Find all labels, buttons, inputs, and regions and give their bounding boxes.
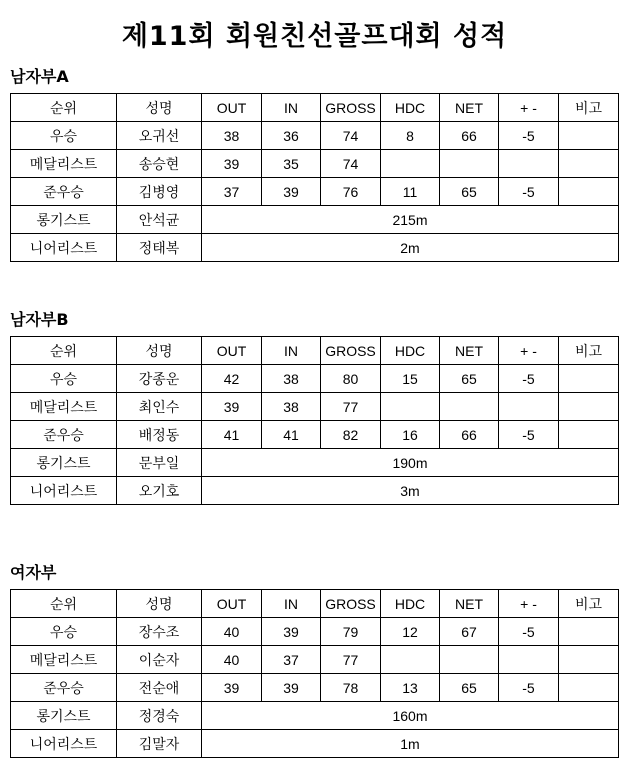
- header-cell: IN: [262, 590, 321, 618]
- header-cell: GROSS: [321, 337, 381, 365]
- hdc-cell: 11: [381, 178, 440, 206]
- name-cell: 오귀선: [117, 122, 202, 150]
- rank-cell: 니어리스트: [11, 477, 117, 505]
- in-cell: 41: [262, 421, 321, 449]
- rank-cell: 우승: [11, 122, 117, 150]
- note-cell: [559, 618, 619, 646]
- gross-cell: 77: [321, 393, 381, 421]
- table-row: [11, 618, 619, 646]
- in-cell: 35: [262, 150, 321, 178]
- name-cell: 강종운: [117, 365, 202, 393]
- name-cell: 이순자: [117, 646, 202, 674]
- out-cell: 37: [202, 178, 262, 206]
- gross-cell: 77: [321, 646, 381, 674]
- net-cell: [440, 393, 499, 421]
- rank-cell: 메달리스트: [11, 646, 117, 674]
- gross-cell: 74: [321, 122, 381, 150]
- longest-row: [11, 206, 619, 234]
- rank-cell: 롱기스트: [11, 206, 117, 234]
- header-cell: IN: [262, 337, 321, 365]
- section-title: 남자부A: [10, 67, 69, 86]
- header-cell: + -: [499, 94, 559, 122]
- page-title: 제11회 회원친선골프대회 성적: [121, 21, 508, 52]
- rank-cell: 니어리스트: [11, 730, 117, 758]
- table-row: [11, 178, 619, 206]
- table-row: [11, 150, 619, 178]
- plusminus-cell: -5: [499, 122, 559, 150]
- plusminus-cell: [499, 150, 559, 178]
- header-cell: 비고: [559, 94, 619, 122]
- gross-cell: 76: [321, 178, 381, 206]
- table-row: [11, 393, 619, 421]
- name-cell: 김병영: [117, 178, 202, 206]
- section-title: 여자부: [10, 563, 57, 582]
- net-cell: [440, 150, 499, 178]
- note-cell: [559, 178, 619, 206]
- header-cell: 성명: [117, 590, 202, 618]
- header-cell: HDC: [381, 94, 440, 122]
- in-cell: 37: [262, 646, 321, 674]
- nearest-row: [11, 234, 619, 262]
- note-cell: [559, 122, 619, 150]
- gross-cell: 79: [321, 618, 381, 646]
- in-cell: 36: [262, 122, 321, 150]
- rank-cell: 니어리스트: [11, 234, 117, 262]
- results-table: [10, 93, 619, 262]
- out-cell: 38: [202, 122, 262, 150]
- table-row: [11, 365, 619, 393]
- in-cell: 39: [262, 674, 321, 702]
- note-cell: [559, 421, 619, 449]
- name-cell: 문부일: [117, 449, 202, 477]
- distance-cell: 2m: [202, 234, 619, 262]
- distance-cell: 215m: [202, 206, 619, 234]
- header-cell: GROSS: [321, 94, 381, 122]
- out-cell: 41: [202, 421, 262, 449]
- out-cell: 39: [202, 674, 262, 702]
- header-cell: IN: [262, 94, 321, 122]
- gross-cell: 78: [321, 674, 381, 702]
- name-cell: 송승현: [117, 150, 202, 178]
- header-cell: GROSS: [321, 590, 381, 618]
- gross-cell: 80: [321, 365, 381, 393]
- header-cell: OUT: [202, 94, 262, 122]
- header-cell: + -: [499, 590, 559, 618]
- header-row: [11, 94, 619, 122]
- header-cell: NET: [440, 337, 499, 365]
- plusminus-cell: -5: [499, 674, 559, 702]
- plusminus-cell: -5: [499, 618, 559, 646]
- rank-cell: 메달리스트: [11, 150, 117, 178]
- hdc-cell: 16: [381, 421, 440, 449]
- header-cell: 순위: [11, 590, 117, 618]
- rank-cell: 메달리스트: [11, 393, 117, 421]
- gross-cell: 74: [321, 150, 381, 178]
- hdc-cell: 13: [381, 674, 440, 702]
- results-table: [10, 589, 619, 758]
- plusminus-cell: [499, 646, 559, 674]
- name-cell: 오기호: [117, 477, 202, 505]
- header-cell: 성명: [117, 94, 202, 122]
- table-row: [11, 674, 619, 702]
- in-cell: 39: [262, 178, 321, 206]
- name-cell: 정경숙: [117, 702, 202, 730]
- longest-row: [11, 702, 619, 730]
- in-cell: 38: [262, 365, 321, 393]
- table-row: [11, 122, 619, 150]
- hdc-cell: 8: [381, 122, 440, 150]
- table-row: [11, 421, 619, 449]
- hdc-cell: 15: [381, 365, 440, 393]
- in-cell: 38: [262, 393, 321, 421]
- plusminus-cell: [499, 393, 559, 421]
- rank-cell: 롱기스트: [11, 702, 117, 730]
- out-cell: 42: [202, 365, 262, 393]
- name-cell: 김말자: [117, 730, 202, 758]
- plusminus-cell: -5: [499, 365, 559, 393]
- longest-row: [11, 449, 619, 477]
- name-cell: 전순애: [117, 674, 202, 702]
- rank-cell: 우승: [11, 618, 117, 646]
- header-cell: 순위: [11, 94, 117, 122]
- header-cell: 비고: [559, 590, 619, 618]
- distance-cell: 3m: [202, 477, 619, 505]
- net-cell: 66: [440, 122, 499, 150]
- header-cell: HDC: [381, 590, 440, 618]
- header-cell: HDC: [381, 337, 440, 365]
- plusminus-cell: -5: [499, 178, 559, 206]
- header-cell: 성명: [117, 337, 202, 365]
- name-cell: 정태복: [117, 234, 202, 262]
- hdc-cell: [381, 646, 440, 674]
- net-cell: 66: [440, 421, 499, 449]
- header-row: [11, 337, 619, 365]
- header-cell: NET: [440, 94, 499, 122]
- nearest-row: [11, 477, 619, 505]
- net-cell: 65: [440, 365, 499, 393]
- note-cell: [559, 150, 619, 178]
- hdc-cell: 12: [381, 618, 440, 646]
- nearest-row: [11, 730, 619, 758]
- net-cell: [440, 646, 499, 674]
- rank-cell: 준우승: [11, 421, 117, 449]
- gross-cell: 82: [321, 421, 381, 449]
- out-cell: 40: [202, 646, 262, 674]
- net-cell: 67: [440, 618, 499, 646]
- header-cell: + -: [499, 337, 559, 365]
- header-cell: NET: [440, 590, 499, 618]
- name-cell: 최인수: [117, 393, 202, 421]
- note-cell: [559, 674, 619, 702]
- out-cell: 40: [202, 618, 262, 646]
- hdc-cell: [381, 393, 440, 421]
- hdc-cell: [381, 150, 440, 178]
- results-table: [10, 336, 619, 505]
- rank-cell: 롱기스트: [11, 449, 117, 477]
- distance-cell: 160m: [202, 702, 619, 730]
- section-title: 남자부B: [10, 310, 69, 329]
- note-cell: [559, 393, 619, 421]
- out-cell: 39: [202, 150, 262, 178]
- rank-cell: 우승: [11, 365, 117, 393]
- table-row: [11, 646, 619, 674]
- rank-cell: 준우승: [11, 674, 117, 702]
- note-cell: [559, 365, 619, 393]
- distance-cell: 190m: [202, 449, 619, 477]
- rank-cell: 준우승: [11, 178, 117, 206]
- plusminus-cell: -5: [499, 421, 559, 449]
- net-cell: 65: [440, 178, 499, 206]
- net-cell: 65: [440, 674, 499, 702]
- distance-cell: 1m: [202, 730, 619, 758]
- name-cell: 안석균: [117, 206, 202, 234]
- header-cell: OUT: [202, 590, 262, 618]
- header-cell: 순위: [11, 337, 117, 365]
- note-cell: [559, 646, 619, 674]
- out-cell: 39: [202, 393, 262, 421]
- name-cell: 장수조: [117, 618, 202, 646]
- in-cell: 39: [262, 618, 321, 646]
- header-cell: 비고: [559, 337, 619, 365]
- name-cell: 배정동: [117, 421, 202, 449]
- header-row: [11, 590, 619, 618]
- header-cell: OUT: [202, 337, 262, 365]
